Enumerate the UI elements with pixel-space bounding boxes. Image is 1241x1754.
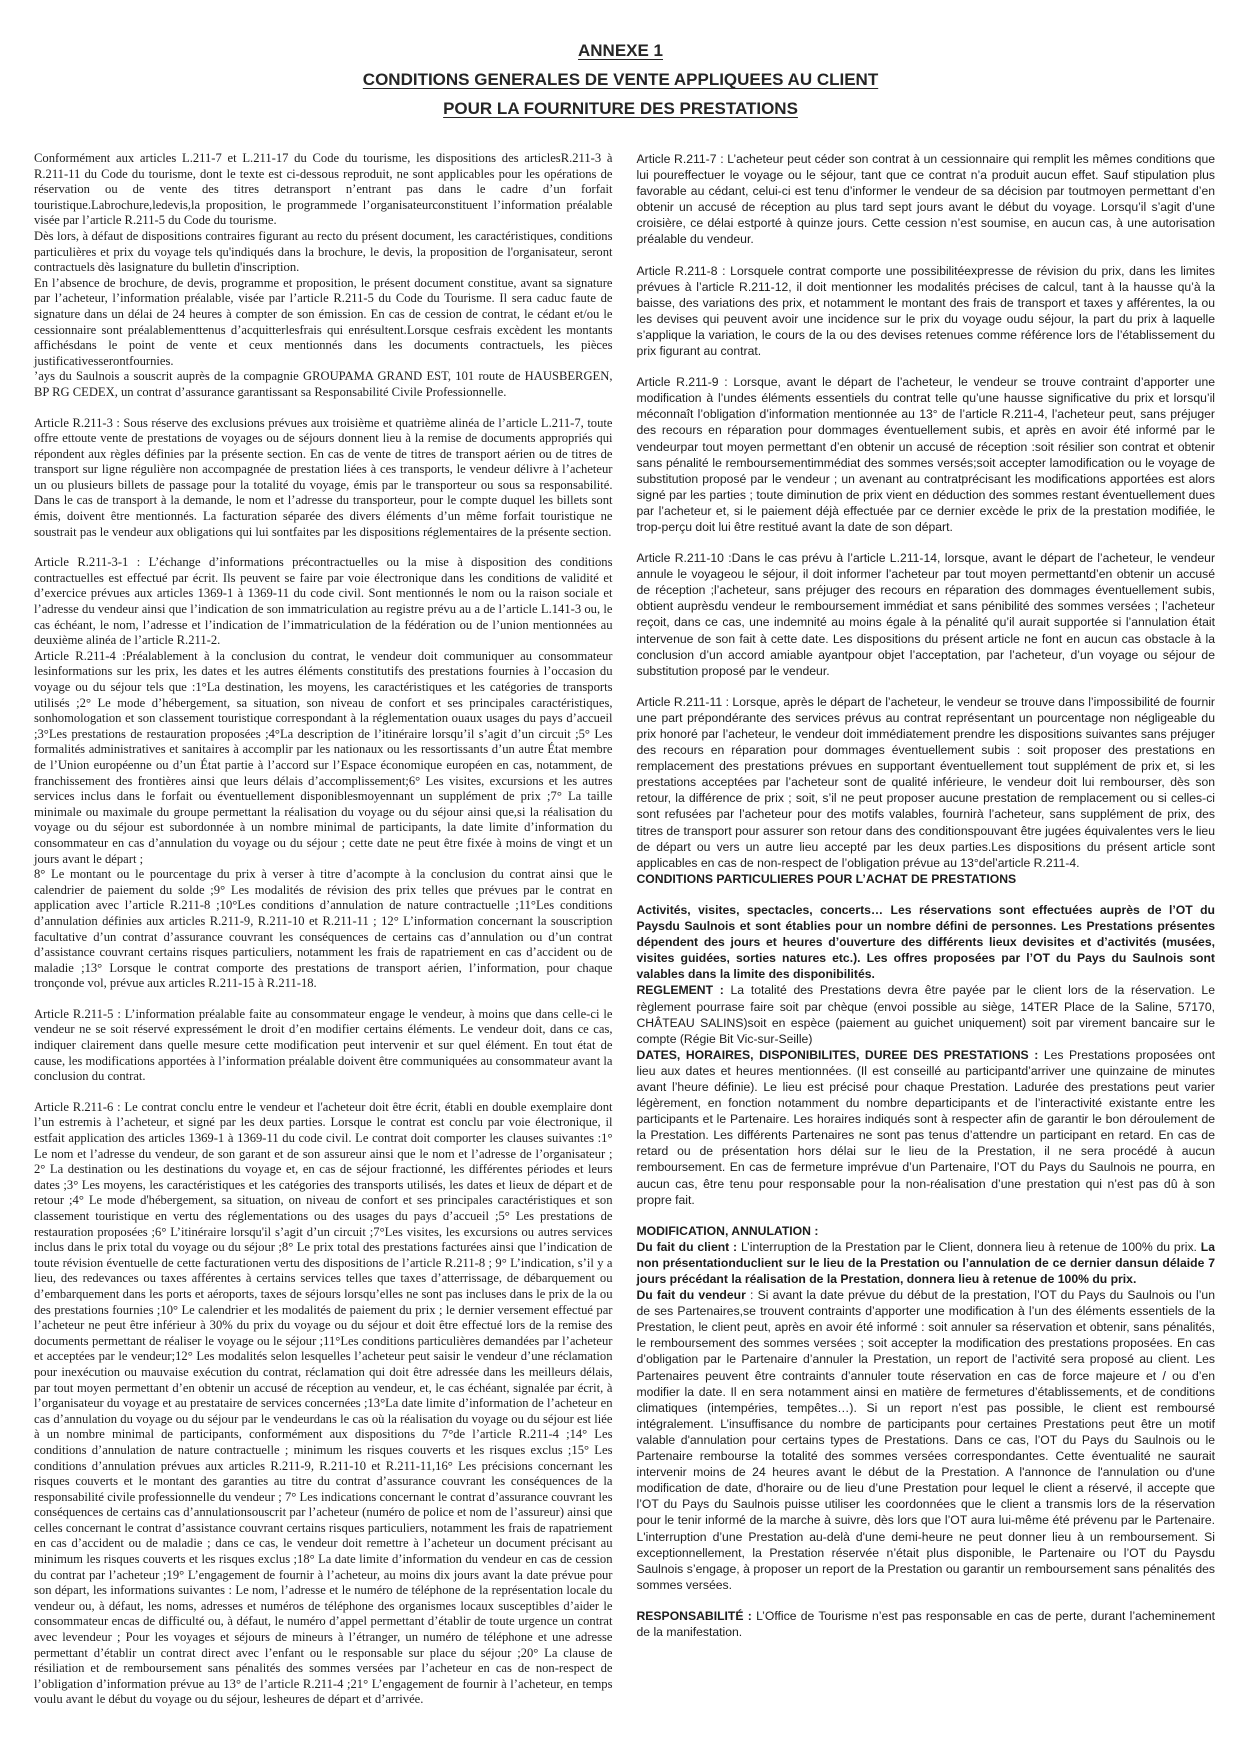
text-run: Article R.211-10 :Dans le cas prévu à l’article L.211-14, lorsque, avant le départ de l’acheteur, le vendeur annule le voyageou le séjour, il doit informer l’acheteur par tout moyen permettantd’en obtenir un accusé de réception ;l’acheteur, sans préjuger des recours en réparation des dommages éventuellement subis, obtient auprèsdu vendeur le remboursement immédiat et sans pénibilité des sommes versées ; l’acheteur reçoit, dans ce cas, une indemnité au moins égale à la pénalité qu’il aurait supportée si l’annulation était intervenue de son fait à cette date. Les dispositions du présent article ne font en aucun cas obstacle à la conclusion d’un accord amiable ayantpour objet l’acceptation, par l’acheteur, d’un voyage ou séjour de substitution proposé par le vendeur. xyxy=(636,551,1215,678)
text-run: Dès lors, à défaut de dispositions contraires figurant au recto du présent document, les caractéristiques, conditions particulières et prix du voyage tels qu'indiqués dans la brochure, le devis, la proposition de l'organisateur, seront contractuels dès lasignature du bulletin d'inscription. xyxy=(34,228,613,275)
paragraph xyxy=(637,1608,1216,1640)
text-run-bold: MODIFICATION, ANNULATION : xyxy=(636,1223,819,1238)
paragraph xyxy=(34,416,613,541)
left-column xyxy=(34,151,613,1708)
document-body xyxy=(34,151,1215,1708)
paragraph xyxy=(637,902,1216,982)
text-run: Les Prestations proposées ont lieu aux dates et heures mentionnées. (Il est conseillé au participantd’arriver une quinzaine de minutes avant l’heure définie). Le lieu est précisé pour chaque Prestation. Ladurée des prestations peut varier légèrement, en fonction notamment du nombre departicipants et de l’interactivité existante entre les participants et le Partenaire. Les horaires indiqués sont à respecter afin de garantir le bon déroulement de la Prestation. Les différents Partenaires ne sont pas tenus d’attendre un participant en retard. En cas de retard ou de présentation hors délai sur le lieu de la Prestation, il ne sera procédé à aucun remboursement. En cas de fermeture imprévue d’un Partenaire, l’OT du Pays du Saulnois ne pourra, en aucun cas, être tenu pour responsable pour la non-réalisation d’une prestation qui n’est pas dû à son propre fait. xyxy=(636,1047,1215,1207)
text-run: Article R.211-5 : L’information préalable faite au consommateur engage le vendeur, à moins que dans celle-ci le vendeur ne se soit réservé expressément le droit d’en modifier certains éléments. Le vendeur doit, dans ce cas, indiquer clairement dans quelle mesure cette modification peut intervenir et sur quel élément. En tout état de cause, les modifications apportées à l’information préalable doivent être communiquées au consommateur avant la conclusion du contrat. xyxy=(34,1006,613,1084)
paragraph xyxy=(34,1100,613,1708)
text-run: Article R.211-3 : Sous réserve des exclusions prévues aux troisième et quatrième alinéa de l’article L.211-7, toute offre ettoute vente de prestations de voyages ou de séjours donnent lieu à la remise de documents appropriés qui répondent aux règles définies par la présente section. En cas de vente de titres de transport aérien ou de titres de transport sur ligne régulière non accompagnée de prestation liées à ces transports, le vendeur délivre à l’acheteur un ou plusieurs billets de passage pour la totalité du voyage, émis par le transporteur ou sous sa responsabilité. Dans le cas de transport à la demande, le nom et l’adresse du transporteur, pour le compte duquel les billets sont émis, doivent être mentionnés. La facturation séparée des divers éléments d’un même forfait touristique ne soustrait pas le vendeur aux obligations qui lui sontfaites par les dispositions réglementaires de la présente section. xyxy=(34,415,613,539)
text-run-bold: Activités, visites, spectacles, concerts… Les réservations sont effectuées auprès de l’OT du Paysdu Saulnois et sont établies pour un nombre défini de personnes. Les Prestations présentes dépendent des jours et heures d’ouverture des différents lieux devisites et d’activités (musées, visites guidées, sorties natures etc.). Les offres proposées par l’OT du Pays du Saulnois sont valables dans la limite des disponibilités. xyxy=(636,902,1215,982)
text-run-bold: La non présentationduclient sur le lieu de la Prestation ou l’annulation de ce dernier dansun délaide 7 jours précédant la réalisation de la Prestation, donnera lieu à retenue de 100% du prix. xyxy=(636,1239,1215,1286)
text-run: La totalité des Prestations devra être payée par le client lors de la réservation. Le règlement pourrase faire soit par chèque (envoi possible au siège, 14TER Place de la Saline, 57170, CHÂTEAU SALINS)soit en espèce (paiement au guichet uniquement) soit par virement bancaire sur le compte (Régie Bit Vic-sur-Seille) xyxy=(636,983,1215,1046)
text-run: 8° Le montant ou le pourcentage du prix à verser à titre d’acompte à la conclusion du contrat ainsi que le calendrier de paiement du solde ;9° Les modalités de révision des prix telles que prévues par le contrat en application avec l’article R.211-8 ;10°Les conditions d’annulation de nature contractuelle ;11°Les conditions d’annulation définies aux articles R.211-9, R.211-10 et R.211-11 ; 12° L’information concernant la souscription facultative d’un contrat d’assurance couvrant les conséquences de certains cas d’annulation ou d’un contrat d’assistance couvrant certains risques particuliers, notamment les frais de rapatriement en cas d’accident ou de maladie ;13° Lorsque le contrat comporte des prestations de transport aérien, l’information, pour chaque tronçonde vol, prévue aux articles R.211-15 à R.211-18. xyxy=(34,867,613,991)
title-line-3: POUR LA FOURNITURE DES PRESTATIONS xyxy=(443,99,798,118)
document-title xyxy=(0,0,1241,123)
text-run: Article R.211-11 : Lorsque, après le départ de l’acheteur, le vendeur se trouve dans l’impossibilité de fournir une part prépondérante des services prévus au contrat représentant un pourcentage non négligeable du prix honoré par l’acheteur, le vendeur doit immédiatement prendre les dispositions suivantes sans préjuger des recours en réparation pour dommages éventuellement subis : soit proposer des prestations en remplacement des prestations prévues en supportant éventuellement tout supplément de prix et, si les prestations acceptées par l’acheteur sont de qualité inférieure, le vendeur doit lui rembourser, dès son retour, la différence de prix ; soit, s’il ne peut proposer aucune prestation de remplacement ou si celles-ci sont refusées par l’acheteur pour des motifs valables, fournirà l’acheteur, sans supplément de prix, des titres de transport pour assurer son retour dans des conditionspouvant être jugées équivalentes vers le lieu de départ ou vers un autre lieu accepté par les deux parties.Les dispositions du présent article sont applicables en cas de non-respect de l’obligation prévue au 13°del’article R.211-4. xyxy=(636,694,1215,870)
text-run: En l’absence de brochure, de devis, programme et proposition, le présent document constitue, avant sa signature par l’acheteur, l’information préalable, visée par l’article R.211-5 du Code du Tourisme. Il sera caduc faute de signature dans un délai de 24 heures à compter de son émission. En cas de cession de contrat, le cédant et/ou le cessionnaire sont préalablementtenus d’acquitterlesfrais qui enrésultent.Lorsque cesfrais excèdent les montants affichésdans le point de vente et ceux mentionnés dans les documents contractuels, les pièces justificativesserontfournies. xyxy=(34,275,613,368)
text-run: : Si avant la date prévue du début de la prestation, l’OT du Pays du Saulnois ou l’un de ses Partenaires,se trouvent contraints d’apporter une modification à l’un des éléments essentiels de la Prestation, le client peut, après en avoir été informé : soit annuler sa réservation et obtenir, sans pénalités, le remboursement des sommes versées ; soit accepter la modification des prestations proposées. En cas d’obligation par le Partenaire d’annuler la Prestation, un report de l’activité sera proposé au client. Les Partenaires peuvent être contraints d’annuler toute réservation en cas de force majeure et / ou d’en modifier la date. Il en sera notamment ainsi en matière de fermetures d’établissements, et de conditions climatiques (intempéries, tempêtes…). Si un report n’est pas possible, le client est remboursé intégralement. L’insuffisance du nombre de participants pour certaines Prestations peut être un motif valable d'annulation pour certains types de Prestations. Dans ce cas, l’OT du Pays du Saulnois ou le Partenaire rembourse la totalité des sommes versées correspondantes. Cette éventualité ne saurait intervenir moins de 24 heures avant le début de la Prestation. A l'annonce de l'annulation ou d'une modification de date, d'horaire ou de lieu d’une Prestation pour lequel le client a réservé, il accepte que l’OT du Pays du Saulnois puisse utiliser les coordonnées que le client a transmis lors de la réservation pour le tenir informé de la marche à suivre, dès lors que l’OT aura lui-même été prévenu par le Partenaire. L'interruption d’une Prestation au-delà d'une demi-heure ne peut donner lieu à un remboursement. Si exceptionnellement, la Prestation réservée n’était plus disponible, le Partenaire ou l’OT du Paysdu Saulnois s’engage, à proposer un report de la Prestation ou garantir un remboursement sans pénalités des sommes versées. xyxy=(636,1288,1215,1592)
paragraph xyxy=(637,1223,1216,1239)
paragraph xyxy=(637,263,1216,360)
text-run-bold: REGLEMENT : xyxy=(636,983,731,998)
paragraph xyxy=(34,369,613,400)
text-run: Article R.211-8 : Lorsquele contrat comporte une possibilitéexpresse de révision du prix, dans les limites prévues à l’article R.211-12, il doit mentionner les modalités précises de calcul, tant à la hausse qu’à la baisse, des variations des prix, et notamment le montant des frais de transport et taxes y afférentes, la ou les devises qui peuvent avoir une incidence sur le prix du voyage oudu séjour, la part du prix à laquelle s’applique la variation, le cours de la ou des devises retenues comme référence lors de l’établissement du prix figurant au contrat. xyxy=(636,263,1215,359)
paragraph xyxy=(637,151,1216,248)
text-run-bold: DATES, HORAIRES, DISPONIBILITES, DUREE DES PRESTATIONS : xyxy=(636,1047,1044,1062)
paragraph xyxy=(34,649,613,867)
paragraph xyxy=(34,151,613,229)
paragraph xyxy=(34,276,613,370)
paragraph xyxy=(637,1239,1216,1287)
paragraph xyxy=(637,982,1216,1046)
title-line-1: ANNEXE 1 xyxy=(577,41,664,60)
text-run: Conformément aux articles L.211-7 et L.211-17 du Code du tourisme, les dispositions des articlesR.211-3 à R.211-11 du Code du tourisme, dont le texte est ci-dessous reproduit, ne sont applicables pour les opérations de réservation ou de vente des titres detransport n’entrant pas dans le cadre d’un forfait touristique.Labrochure,ledevis,la proposition, le programmede l’organisateurconstituent l’information préalable visée par l’article R.211-5 du Code du tourisme. xyxy=(34,151,613,228)
text-run-bold: RESPONSABILITÉ : xyxy=(636,1608,757,1623)
text-run: Article R.211-4 :Préalablement à la conclusion du contrat, le vendeur doit communiquer au consommateur lesinformations sur les prix, les dates et les autres éléments constitutifs des prestations fournies à l’occasion du voyage ou du séjour tels que :1°La destination, les moyens, les caractéristiques et les catégories de transports utilisés ;2° Le mode d’hébergement, sa situation, son niveau de confort et ses principales caractéristiques, sonhomologation et son classement touristique correspondant à la réglementation ouaux usages du pays d’accueil ;3°Les prestations de restauration proposées ;4°La description de l’itinéraire lorsqu’il s’agit d’un circuit ;5° Les formalités administratives et sanitaires à accomplir par les nationaux ou les ressortissants d’un autre État membre de l’Union européenne ou d’un État partie à l’accord sur l’Espace économique européen en cas, notamment, de franchissement des frontières ainsi que leurs délais d’accomplissement;6° Les visites, excursions et les autres services inclus dans le forfait ou éventuellement disponiblesmoyennant un supplément de prix ;7° La taille minimale ou maximale du groupe permettant la réalisation du voyage ou du séjour ainsi que,si la réalisation du voyage ou du séjour est subordonnée à un nombre minimal de participants, la date limite d’information du consommateur en cas d’annulation du voyage ou du séjour ; cette date ne peut être fixée à moins de vingt et un jours avant le départ ; xyxy=(34,648,613,866)
paragraph xyxy=(34,229,613,276)
text-run-bold: Du fait du client : xyxy=(636,1239,741,1254)
paragraph xyxy=(637,374,1216,535)
paragraph xyxy=(637,871,1216,887)
text-run: Article R.211-9 : Lorsque, avant le départ de l’acheteur, le vendeur se trouve contraint d’apporter une modification à l’undes éléments essentiels du contrat telle qu’une hausse significative du prix et lorsqu’il méconnaît l’obligation d’information mentionnée au 13° de l’article R.211-4, l’acheteur peut, sans préjuger des recours en réparation pour dommages éventuellement subis, et après en avoir été informé par le vendeurpar tout moyen permettant d’en obtenir un accusé de réception :soit résilier son contrat et obtenir sans pénalité le remboursementimmédiat des sommes versés;soit accepter lamodification ou le voyage de substitution proposé par le vendeur ; un avenant au contratprécisant les modifications apportées est alors signé par les parties ; toute diminution de prix vient en déduction des sommes restant éventuellement dues par l’acheteur et, si le paiement déjà effectuée par ce dernier excède le prix de la prestation modifiée, le trop-perçu doit lui être restitué avant la date de son départ. xyxy=(636,375,1215,534)
text-run-bold: CONDITIONS PARTICULIERES POUR L’ACHAT DE PRESTATIONS xyxy=(636,871,1017,886)
text-run: ’ays du Saulnois a souscrit auprès de la compagnie GROUPAMA GRAND EST, 101 route de HAUSBERGEN, BP RG CEDEX, un contrat d’assurance garantissant sa Responsabilité Civile Professionnelle. xyxy=(34,369,613,399)
paragraph xyxy=(637,694,1216,871)
paragraph xyxy=(34,867,613,992)
paragraph xyxy=(637,1287,1216,1593)
paragraph xyxy=(637,1047,1216,1208)
paragraph xyxy=(637,550,1216,679)
paragraph xyxy=(34,1007,613,1085)
text-run: Article R.211-6 : Le contrat conclu entre le vendeur et l'acheteur doit être écrit, établi en double exemplaire dont l’un estremis à l’acheteur, et signé par les deux parties. Lorsque le contrat est conclu par voie électronique, il estfait application des articles 1369-1 à 1369-11 du code civil. Le contrat doit comporter les clauses suivantes :1° Le nom et l’adresse du vendeur, de son garant et de son assureur ainsi que le nom et l’adresse de l’organisateur ; 2° La destination ou les destinations du voyage et, en cas de séjour fractionné, les différentes périodes et leurs dates ;3° Les moyens, les caractéristiques et les catégories des transports utilisés, les dates et lieux de départ et de retour ;4° Le mode d'hébergement, sa situation, on niveau de confort et ses principales caractéristiques et son classement touristique en vertu des réglementations ou des usages du pays d’accueil ;5° Les prestations de restauration proposées ;6° L’itinéraire lorsqu'il s’agit d’un circuit ;7°Les visites, les excursions ou autres services inclus dans le prix total du voyage ou du séjour ;8° Le prix total des prestations facturées ainsi que l’indication de toute révision éventuelle de cette facturationen vertu des dispositions de l’article R.211-8 ; 9° L’indication, s’il y a lieu, des redevances ou taxes afférentes à certains services telles que taxes d’atterrissage, de débarquement ou d’embarquement dans les ports et aéroports, taxes de séjours lorsqu’elles ne sont pas incluses dans le prix de la ou des prestations fournies ;10° Le calendrier et les modalités de paiement du prix ; le dernier versement effectué par l’acheteur ne peut être inférieur à 30% du prix du voyage ou du séjour et doit être effectué lors de la remise des documents permettant de réaliser le voyage ou le séjour ;11°Les conditions particulières demandées par l’acheteur et acceptées par le vendeur;12° Les modalités selon lesquelles l’acheteur peut saisir le vendeur d’une réclamation pour inexécution ou mauvaise exécution du contrat, réclamation qui doit être adressée dans les meilleurs délais, par tout moyen permettant d’en obtenir un accusé de réception au vendeur, et, le cas échéant, signalée par écrit, à l’organisateur du voyage et au prestataire de services concernées ;13°La date limite d’information de l’acheteur en cas d’annulation du voyage ou du séjour par le vendeurdans le cas où la réalisation du voyage ou du séjour est liée à un nombre minimal de participants, conformément aux dispositions du 7°de l’article R.211-4 ;14° Les conditions d’annulation de nature contractuelle ; minimum les risques couverts et les risques exclus ;15° Les conditions d’annulation prévues aux articles R.211-9, R.211-10 et R.211-11,16° Les précisions concernant les risques couverts et le montant des garanties au titre du contrat d’assurance couvrant les conséquences de la responsabilité civile professionnelle du vendeur ; 7° Les indications concernant le contrat d’assurance couvrant les conséquences de certains cas d’annulationsouscrit par l’acheteur (numéro de police et nom de l’assureur) ainsi que celles concernant le contrat d’assistance couvrant certains risques particuliers, notamment les frais de rapatriement en cas d’accident ou de maladie ; dans ce cas, le vendeur doit remettre à l’acheteur un document précisant au minimum les risques couverts et les risques exclus ;18° La date limite d’information du vendeur en cas de cession du contrat par l’acheteur ;19° L’engagement de fournir à l’acheteur, au moins dix jours avant la date prévue pour son départ, les informations suivantes : Le nom, l’adresse et le numéro de téléphone de la représentation locale du vendeur ou, à défaut, les noms, adresses et numéros de téléphone des organismes locaux susceptibles d’aider le consommateur encas de difficulté ou, à défaut, le numéro d’appel permettant d’établir de toute urgence un contrat avec levendeur ; Pour les voyages et séjours de mineurs à l’étranger, un numéro de téléphone et une adresse permettant d’établir un contrat direct avec l’enfant ou le responsable sur place du séjour ;20° La clause de résiliation et de remboursement sans pénalités des sommes versées par l’acheteur en cas de non-respect de l’obligation d’information prévue au 13° de l’article R.211-4 ;21° L’engagement de fournir à l’acheteur, en temps voulu avant le début du voyage ou du séjour, lesheures de départ et d’arrivée. xyxy=(34,1099,613,1707)
right-column xyxy=(637,151,1216,1708)
paragraph xyxy=(34,555,613,649)
text-run: Article R.211-7 : L’acheteur peut céder son contrat à un cessionnaire qui remplit les mêmes conditions que lui poureffectuer le voyage ou le séjour, tant que ce contrat n’a produit aucun effet. Sauf stipulation plus favorable au cédant, celui-ci est tenu d’informer le vendeur de sa décision par toutmoyen permettant d’en obtenir un accusé de réception au plus tard sept jours avant le début du voyage. Lorsqu’il s’agit d’une croisière, ce délai estporté à quinze jours. Cette cession n’est soumise, en aucun cas, à une autorisation préalable du vendeur. xyxy=(636,152,1215,247)
text-run: L’Office de Tourisme n’est pas responsable en cas de perte, durant l’acheminement de la manifestation. xyxy=(636,1608,1215,1639)
text-run-bold: Du fait du vendeur xyxy=(636,1288,746,1303)
text-run: L’interruption de la Prestation par le Client, donnera lieu à retenue de 100% du prix. xyxy=(740,1239,1201,1254)
text-run: Article R.211-3-1 : L’échange d’informations précontractuelles ou la mise à disposition des conditions contractuelles est effectué par écrit. Ils peuvent se faire par voie électronique dans les conditions de validité et d’exercice prévues aux articles 1369-1 à 1369-11 du code civil. Sont mentionnés le nom ou la raison sociale et l’adresse du vendeur ainsi que l’indication de son immatriculation au registre prévu au a de l’article L.141-3 ou, le cas échéant, le nom, l’adresse et l’indication de l’immatriculation de la fédération ou de l’union mentionnées au deuxième alinéa de l’article R.211-2. xyxy=(34,555,613,648)
title-line-2: CONDITIONS GENERALES DE VENTE APPLIQUEES AU CLIENT xyxy=(362,70,879,89)
